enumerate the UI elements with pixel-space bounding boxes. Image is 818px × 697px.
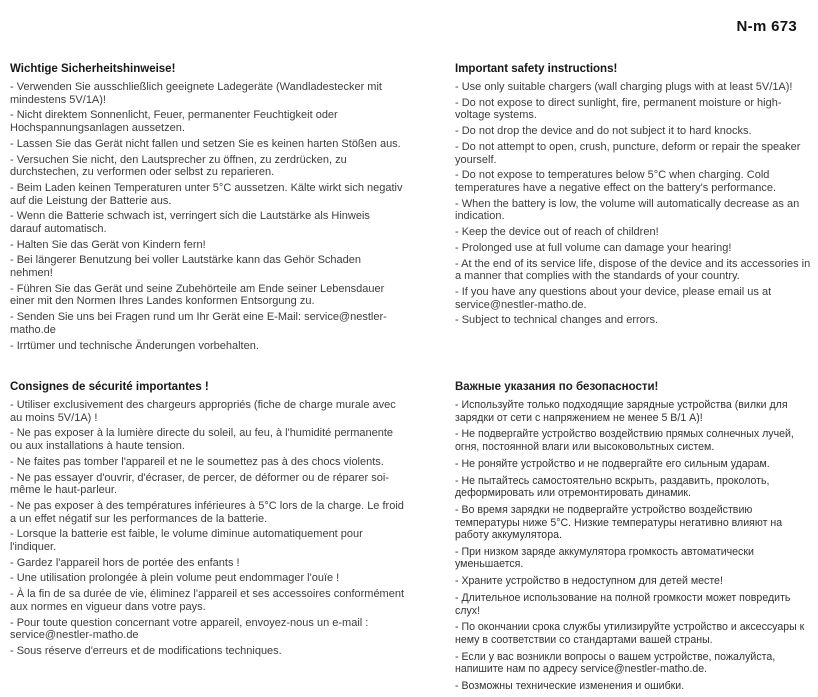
safety-item: - Не подвергайте устройство воздействию прямых солнечных лучей, огня, постоянной влаги или высоковольтных систем.	[455, 428, 794, 453]
safety-item: - Do not drop the device and do not subject it to hard knocks.	[455, 125, 752, 138]
safety-item: - Pour toute question concernant votre appareil, envoyez-nous un e-mail : service@nestler-matho.de	[10, 616, 369, 642]
safety-item: - Wenn die Batterie schwach ist, verringert sich die Lautstärke als Hinweis darauf automatisch.	[10, 210, 370, 235]
section-heading-french: Consignes de sécurité importantes !	[10, 381, 209, 393]
safety-item: - Не пытайтесь самостоятельно вскрыть, раздавить, проколоть, деформировать или отремонтировать динамик.	[455, 474, 770, 500]
safety-item: - Возможны технические изменения и ошибки.	[455, 680, 685, 693]
safety-item: - Храните устройство в недоступном для детей месте!	[455, 575, 723, 588]
safety-item: - À la fin de sa durée de vie, éliminez l'appareil et ses accessoires conformément aux normes en vigueur dans votre pays.	[10, 588, 405, 613]
safety-item: - Une utilisation prolongée à plein volume peut endommager l'ouïe !	[10, 572, 340, 585]
safety-item: - If you have any questions about your device, please email us at service@nestler-matho.de.	[455, 286, 772, 311]
section-heading-english: Important safety instructions!	[455, 63, 618, 75]
safety-item: - Lorsque la batterie est faible, le volume diminue automatiquement pour l'indiquer.	[10, 528, 363, 553]
safety-item: - Do not expose to temperatures below 5°C when charging. Cold temperatures have a negative effect on the battery's performance.	[455, 169, 777, 194]
safety-item: - Ne faites pas tomber l'appareil et ne le soumettez pas à des chocs violents.	[10, 455, 384, 468]
safety-item: - Используйте только подходящие зарядные устройства (вилки для зарядки от сети с напряжением не менее 5 В/1 А)!	[455, 399, 788, 424]
safety-item: - Nicht direktem Sonnenlicht, Feuer, permanenter Feuchtigkeit oder Hochspannungsanlagen aussetzen.	[10, 109, 338, 134]
safety-item: - Lassen Sie das Gerät nicht fallen und setzen Sie es keinen harten Stößen aus.	[10, 137, 401, 150]
safety-item: - Utiliser exclusivement des chargeurs appropriés (fiche de charge murale avec au moins 5V/1A) !	[10, 399, 396, 424]
safety-item-list-russian	[455, 399, 817, 693]
safety-item: - Verwenden Sie ausschließlich geeignete Ladegeräte (Wandladestecker mit mindestens 5V/1A)!	[10, 81, 382, 106]
safety-item: - At the end of its service life, dispose of the device and its accessories in a manner that complies with the standards of your country.	[455, 257, 811, 283]
safety-item: - Versuchen Sie nicht, den Lautsprecher zu öffnen, zu zerdrücken, zu durchstechen, zu verformen oder selbst zu reparieren.	[10, 153, 347, 179]
safety-item: - Do not attempt to open, crush, puncture, deform or repair the speaker yourself.	[455, 140, 801, 166]
safety-item-list-english	[455, 81, 811, 327]
safety-item: - When the battery is low, the volume will automatically decrease as an indication.	[455, 197, 800, 223]
section-french	[10, 381, 404, 661]
safety-item: - Führen Sie das Gerät und seine Zubehörteile am Ende seiner Lebensdauer einer mit den Normen Ihres Landes konformen Entsorgung zu.	[10, 282, 385, 308]
safety-item: - Senden Sie uns bei Fragen rund um Ihr Gerät eine E-Mail: service@nestler-matho.de	[10, 311, 387, 336]
safety-item: - При низком заряде аккумулятора громкость автоматически уменьшается.	[455, 545, 754, 571]
safety-item: - Не роняйте устройство и не подвергайте его сильным ударам.	[455, 457, 770, 470]
safety-item: - Irrtümer und technische Änderungen vorbehalten.	[10, 339, 259, 352]
section-heading-russian: Важные указания по безопасности!	[455, 381, 659, 393]
safety-item: - Во время зарядки не подвергайте устройство воздействию температуры ниже 5°C. Низкие температуры негативно влияют на работу аккумулятора.	[455, 503, 783, 542]
safety-item: - Ne pas exposer à la lumière directe du soleil, au feu, à l'humidité permanente ou aux installations à haute tension.	[10, 427, 394, 452]
section-german	[10, 63, 404, 355]
safety-item: - По окончании срока службы утилизируйте устройство и аксессуары к нему в соответствии со стандартами вашей страны.	[455, 621, 805, 646]
section-english	[455, 63, 811, 330]
safety-item: - Ne pas exposer à des températures inférieures à 5°C lors de la charge. Le froid a un effet négatif sur les performances de la batterie.	[10, 499, 404, 525]
safety-item: - Длительное использование на полной громкости может повредить слух!	[455, 592, 791, 617]
section-heading-german: Wichtige Sicherheitshinweise!	[10, 63, 176, 75]
safety-item: - Если у вас возникли вопросы о вашем устройстве, пожалуйста, напишите нам по адресу service@nestler-matho.de.	[455, 650, 776, 676]
safety-item: - Ne pas essayer d'ouvrir, d'écraser, de percer, de déformer ou de réparer soi-même le haut-parleur.	[10, 471, 389, 497]
safety-item: - Beim Laden keinen Temperaturen unter 5°C aussetzen. Kälte wirkt sich negativ auf die Leistung der Batterie aus.	[10, 181, 403, 207]
model-number: N-m 673	[736, 18, 797, 35]
safety-item: - Bei längerer Benutzung bei voller Lautstärke kann das Gehör Schaden nehmen!	[10, 254, 361, 280]
section-russian	[455, 381, 817, 697]
safety-item: - Use only suitable chargers (wall charging plugs with at least 5V/1A)!	[455, 81, 793, 93]
safety-item: - Prolonged use at full volume can damage your hearing!	[455, 241, 732, 254]
safety-item: - Do not expose to direct sunlight, fire, permanent moisture or high-voltage systems.	[455, 96, 782, 122]
safety-item: - Halten Sie das Gerät von Kindern fern!	[10, 238, 206, 251]
safety-item: - Gardez l'appareil hors de portée des enfants !	[10, 556, 240, 569]
safety-item: - Sous réserve d'erreurs et de modifications techniques.	[10, 644, 282, 657]
safety-item-list-french	[10, 399, 404, 658]
safety-item-list-german	[10, 81, 404, 352]
safety-item: - Subject to technical changes and errors.	[455, 314, 659, 327]
safety-item: - Keep the device out of reach of children!	[455, 226, 659, 239]
